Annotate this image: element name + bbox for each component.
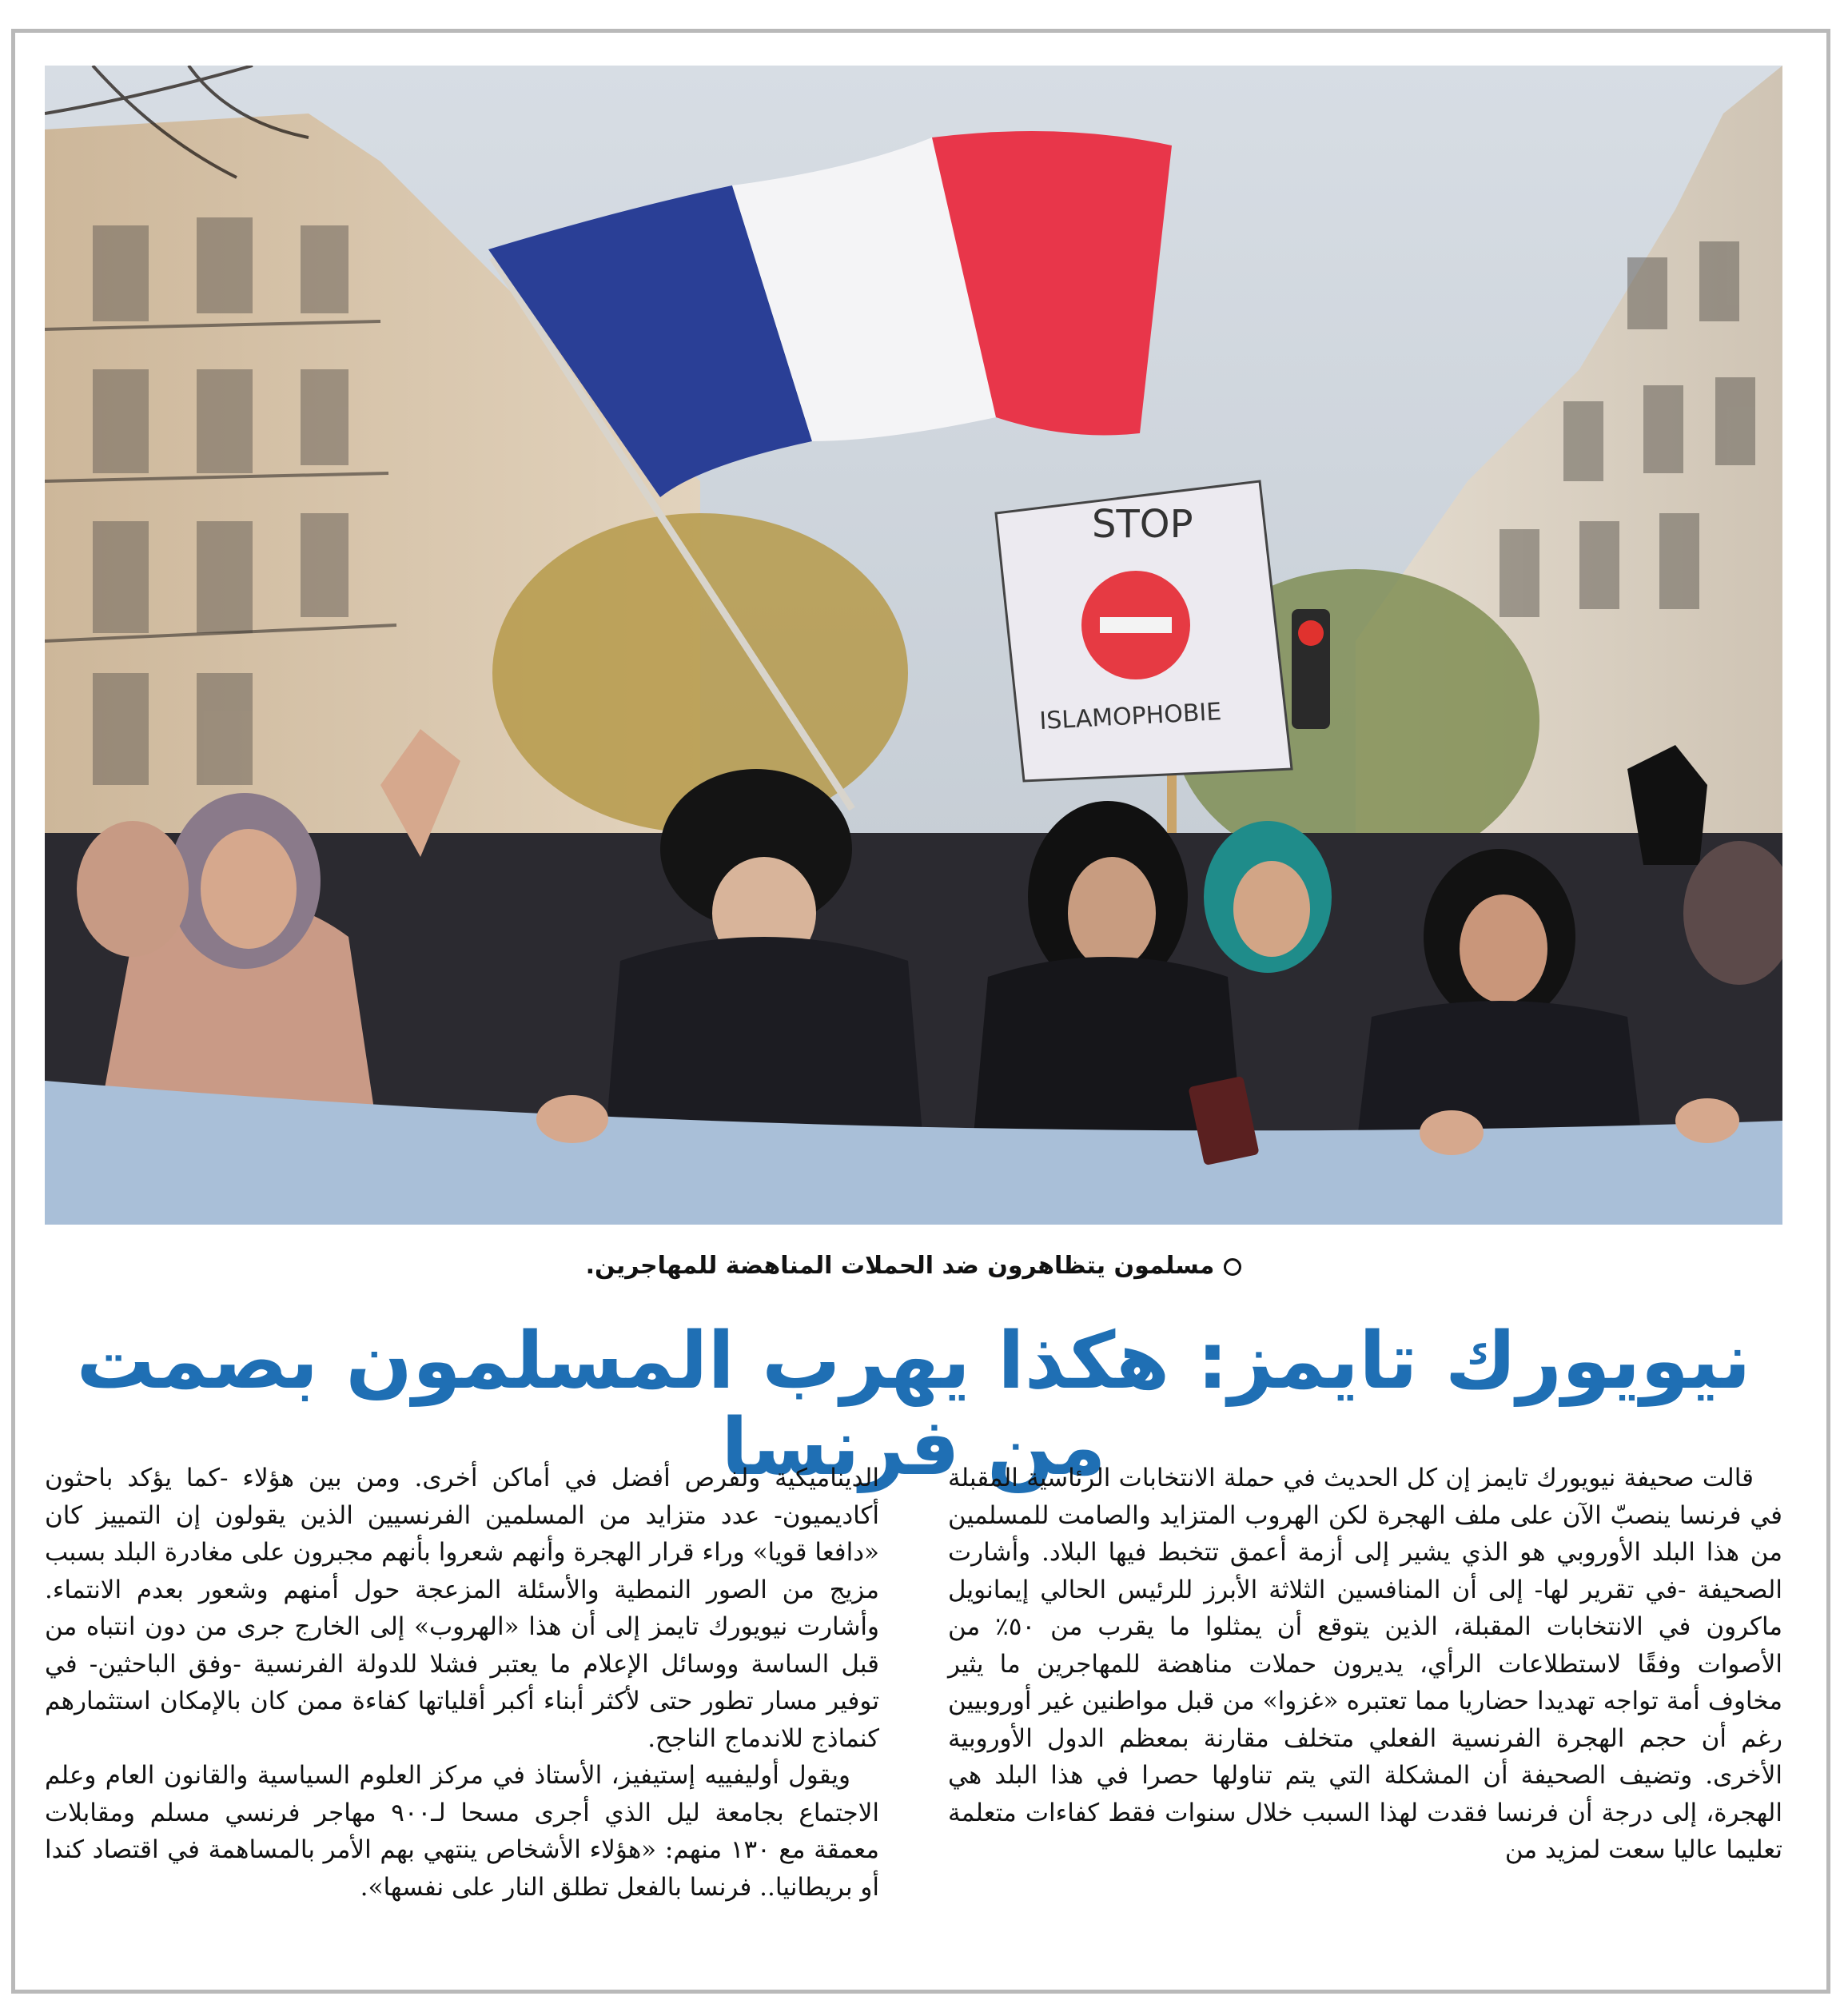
article-paragraph: الديناميكية ولفرص أفضل في أماكن أخرى. ومن بين هؤلاء -كما يؤكد باحثون أكاديميون- عدد متزايد من المسلمين الفرنسيين الذين يقولون إن التمييز كان «دافعا قويا» وراء قرار الهجرة وأنهم شعروا بأنهم مجبرون على مغادرة البلد بسبب مزيج من الصور النمطية والأسئلة المزعجة حول أمنهم وشعور بعدم الانتماء. وأشارت نيويورك تايمز إلى أن هذا «الهروب» إلى الخارج جرى من دون انتباه من قبل الساسة ووسائل الإعلام ما يعتبر فشلا للدولة الفرنسية -وفق الباحثين- في توفير مسار تطور حتى لأكثر أبناء أكبر أقلياتها كفاءة ممن كان بالإمكان استثمارهم كنماذج للاندماج الناجح. [45,1464,879,1753]
article-paragraph: قالت صحيفة نيويورك تايمز إن كل الحديث في حملة الانتخابات الرئاسية المقبلة في فرنسا ينصبّ الآن على ملف الهجرة لكن الهروب المتزايد والصامت للمسلمين من هذا البلد الأوروبي هو الذي يشير إلى أزمة أعمق تتخبط فيها البلاد. وأشارت الصحيفة -في تقرير لها- إلى أن المنافسين الثلاثة الأبرز للرئيس الحالي إيمانويل ماكرون في الانتخابات المقبلة، الذين يتوقع أن يمثلوا ما يقرب من ٥٠٪ من الأصوات وفقًا لاستطلاعات الرأي، يديرون حملات مناهضة للمهاجرين ما يثير مخاوف أمة تواجه تهديدا حضاريا مما تعتبره «غزوا» من قبل مواطنين غير أوروبيين رغم أن حجم الهجرة الفرنسية الفعلي متخلف مقارنة بمعظم الدول الأوروبية الأخرى. وتضيف الصحيفة أن المشكلة التي يتم تناولها حصرا في هذا البلد هي الهجرة، إلى درجة أن فرنسا فقدت لهذا السبب خلال سنوات فقط كفاءات متعلمة تعليما عاليا سعت لمزيد من [948,1464,1782,1864]
article-column-left [45,1460,879,1906]
article-paragraph: ويقول أوليفييه إستيفيز، الأستاذ في مركز العلوم السياسية والقانون العام وعلم الاجتماع بجامعة ليل الذي أجرى مسحا لـ٩٠٠ مهاجر فرنسي مسلم ومقابلات معمقة مع ١٣٠ منهم: «هؤلاء الأشخاص ينتهي بهم الأمر بالمساهمة في اقتصاد كندا أو بريطانيا.. فرنسا بالفعل تطلق النار على نفسها». [45,1761,879,1902]
sign-bottom-text: ISLAMOPHOBIE [1038,698,1223,735]
caption-text: مسلمون يتظاهرون ضد الحملات المناهضة للمهاجرين. [585,1252,1215,1280]
caption-bullet-icon [1224,1258,1241,1276]
article-column-right [948,1460,1782,1869]
headline: نيويورك تايمز: هكذا يهرب المسلمون بصمت من فرنسا [76,1316,1751,1493]
protest-photo [45,66,1782,1225]
sign-top-text: STOP [1092,502,1193,547]
photo-caption [45,1252,1782,1280]
article-body [45,1460,1782,1971]
